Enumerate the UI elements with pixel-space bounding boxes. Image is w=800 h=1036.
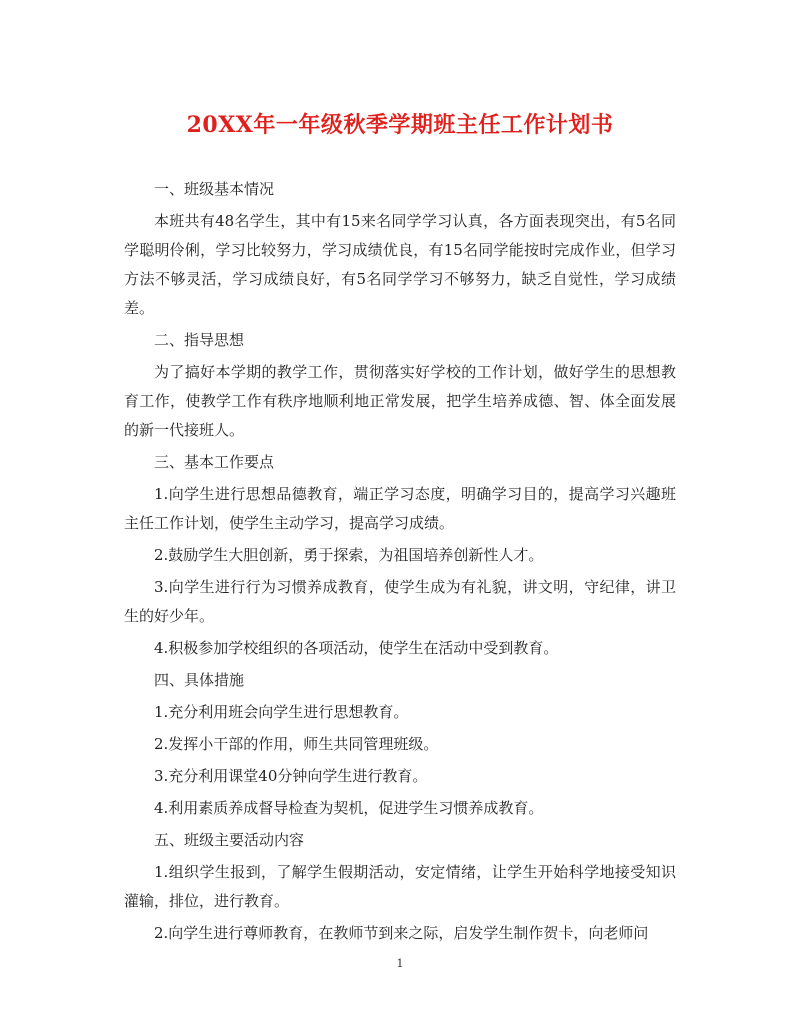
list-item: 3.充分利用课堂40分钟向学生进行教育。 xyxy=(154,767,428,785)
paragraph: 本班共有48名学生，其中有15来名同学学习认真，各方面表现突出，有5名同学聪明伶俐，学习比较努力，学习成绩优良，有15名同学能按时完成作业，但学习方法不够灵活，学习成绩良好，有5名同学学习不够努力，缺乏自觉性，学习成绩差。 xyxy=(124,212,676,317)
section-heading: 五、班级主要活动内容 xyxy=(154,831,305,849)
document-body xyxy=(124,175,676,951)
list-item: 1.向学生进行思想品德教育，端正学习态度，明确学习目的，提高学习兴趣班主任工作计划，使学生主动学习，提高学习成绩。 xyxy=(124,485,676,532)
list-item: 3.向学生进行行为习惯养成教育，使学生成为有礼貌，讲文明，守纪律，讲卫生的好少年。 xyxy=(124,578,676,625)
list-item: 2.鼓励学生大胆创新，勇于探索，为祖国培养创新性人才。 xyxy=(154,546,544,564)
section-heading: 一、班级基本情况 xyxy=(154,180,275,198)
page-number: 1 xyxy=(396,957,404,970)
list-item: 1.组织学生报到，了解学生假期活动，安定情绪，让学生开始科学地接受知识灌输，排位，进行教育。 xyxy=(124,863,676,910)
section-heading: 四、具体措施 xyxy=(154,671,245,689)
section-heading: 三、基本工作要点 xyxy=(154,453,275,471)
list-item: 1.充分利用班会向学生进行思想教育。 xyxy=(154,703,409,721)
list-item: 2.向学生进行尊师教育，在教师节到来之际，启发学生制作贺卡，向老师问 xyxy=(154,924,649,942)
section-heading: 二、指导思想 xyxy=(154,331,245,349)
list-item: 4.利用素质养成督导检查为契机，促进学生习惯养成教育。 xyxy=(154,799,544,817)
document-title: 20XX年一年级秋季学期班主任工作计划书 xyxy=(186,112,614,138)
list-item: 2.发挥小干部的作用，师生共同管理班级。 xyxy=(154,735,439,753)
paragraph: 为了搞好本学期的教学工作，贯彻落实好学校的工作计划，做好学生的思想教育工作，使教学工作有秩序地顺利地正常发展，把学生培养成德、智、体全面发展的新一代接班人。 xyxy=(124,363,676,439)
list-item: 4.积极参加学校组织的各项活动，使学生在活动中受到教育。 xyxy=(154,639,559,657)
